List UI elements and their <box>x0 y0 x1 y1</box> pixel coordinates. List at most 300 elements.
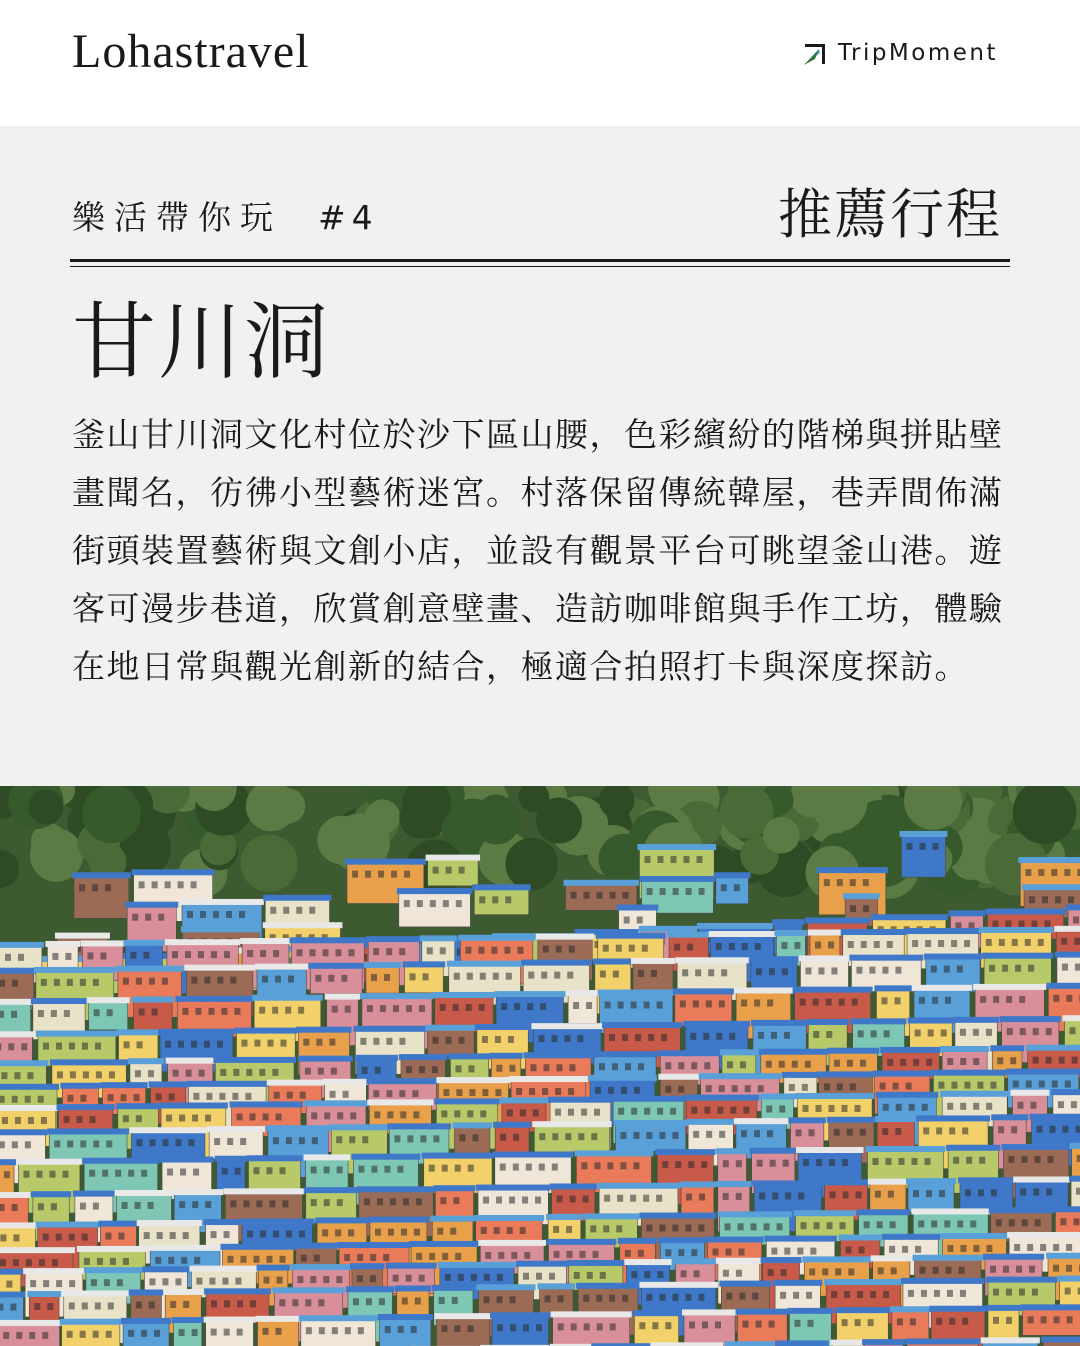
roof <box>716 1148 749 1154</box>
window <box>404 871 410 878</box>
window <box>1042 896 1048 903</box>
window <box>541 972 547 979</box>
window <box>923 1127 929 1134</box>
roof <box>639 1282 718 1288</box>
window <box>1028 1316 1034 1323</box>
roof <box>360 993 434 999</box>
window <box>445 1037 451 1044</box>
window <box>708 969 714 976</box>
roof <box>531 1023 603 1029</box>
roof <box>323 1079 369 1085</box>
tree <box>505 838 558 891</box>
window <box>227 1256 233 1263</box>
roof <box>632 1310 680 1316</box>
window <box>134 1094 140 1101</box>
window <box>318 1299 324 1306</box>
window <box>234 1008 240 1015</box>
window <box>808 1129 814 1136</box>
window <box>673 888 679 895</box>
roof <box>583 1213 639 1219</box>
window <box>162 978 168 985</box>
window <box>610 1323 616 1330</box>
window <box>192 1329 198 1336</box>
roof <box>857 1209 910 1215</box>
village-illustration <box>0 786 1080 1346</box>
roof <box>434 1098 499 1104</box>
window <box>643 1195 649 1202</box>
window <box>226 911 232 918</box>
window <box>459 1134 465 1141</box>
window <box>128 1170 134 1177</box>
window <box>603 945 609 952</box>
roof <box>697 923 773 929</box>
window <box>723 1193 729 1200</box>
window <box>388 1229 394 1236</box>
window <box>165 881 171 888</box>
window <box>149 978 155 985</box>
window <box>358 1166 364 1173</box>
window <box>607 1162 613 1169</box>
roof <box>1055 952 1080 958</box>
roof <box>0 1159 16 1165</box>
roof <box>989 1207 1054 1213</box>
window <box>698 1294 704 1301</box>
window <box>922 1104 928 1111</box>
window <box>67 1140 73 1147</box>
series-number: #4 <box>318 198 379 237</box>
window <box>52 953 58 960</box>
window <box>513 1134 519 1141</box>
window <box>726 1293 732 1300</box>
window <box>211 951 217 958</box>
window <box>719 1000 725 1007</box>
roof <box>458 935 534 941</box>
window <box>864 1221 870 1228</box>
window <box>558 1295 564 1302</box>
window <box>558 1323 564 1330</box>
roof <box>683 1021 750 1027</box>
window <box>631 1108 637 1115</box>
window <box>856 967 862 974</box>
window <box>686 1194 692 1201</box>
roof <box>564 880 639 886</box>
roof <box>432 1285 475 1291</box>
roof <box>252 995 323 1001</box>
window <box>508 1036 514 1043</box>
roof <box>234 1028 297 1034</box>
window <box>414 1229 420 1236</box>
window <box>691 1107 697 1114</box>
window <box>803 1159 809 1166</box>
window <box>56 1280 62 1287</box>
window <box>13 1259 19 1266</box>
roof <box>186 1081 268 1087</box>
window <box>97 1258 103 1265</box>
window <box>496 1065 502 1072</box>
window <box>495 1089 501 1096</box>
window <box>678 1086 684 1093</box>
roof <box>1007 1232 1080 1238</box>
window <box>95 1302 101 1309</box>
roof <box>929 1306 987 1312</box>
window <box>459 867 465 874</box>
window <box>1006 1289 1012 1296</box>
window <box>553 1226 559 1233</box>
window <box>412 1090 418 1097</box>
roof <box>204 1317 256 1323</box>
window <box>180 1169 186 1176</box>
roof <box>940 1233 1008 1239</box>
window <box>826 999 832 1006</box>
roof <box>476 1185 550 1191</box>
roof <box>523 1052 593 1058</box>
roof <box>73 1191 115 1197</box>
window <box>272 1069 278 1076</box>
roof <box>247 1155 303 1161</box>
window <box>394 1135 400 1142</box>
window <box>1022 1219 1028 1226</box>
roof <box>204 1288 271 1294</box>
window <box>54 979 60 986</box>
roof <box>0 1192 30 1198</box>
roof <box>60 1083 100 1089</box>
window <box>0 1304 3 1311</box>
roof <box>149 1081 188 1087</box>
window <box>178 881 184 888</box>
window <box>639 1322 645 1329</box>
window <box>443 1089 449 1096</box>
window <box>685 1294 691 1301</box>
roof <box>882 1234 940 1240</box>
window <box>1074 938 1080 945</box>
window <box>106 1331 112 1338</box>
window <box>694 1270 700 1277</box>
roof <box>750 1148 797 1154</box>
window <box>80 1095 86 1102</box>
window <box>1054 1316 1060 1323</box>
window <box>759 1192 765 1199</box>
window <box>167 1169 173 1176</box>
window <box>824 1083 830 1090</box>
window <box>815 1105 821 1112</box>
window <box>29 1332 35 1339</box>
window <box>960 1245 966 1252</box>
window <box>816 1159 822 1166</box>
window <box>243 1200 249 1207</box>
window <box>699 888 705 895</box>
window <box>484 1274 490 1281</box>
window <box>638 1063 644 1070</box>
roof <box>263 895 331 901</box>
roof <box>509 1076 588 1082</box>
window <box>217 1041 223 1048</box>
window <box>296 907 302 914</box>
window <box>869 967 875 974</box>
roof <box>958 1177 1015 1183</box>
roof <box>430 1216 475 1222</box>
window <box>179 1329 185 1336</box>
window <box>181 1257 187 1264</box>
tree <box>28 789 63 824</box>
window <box>1063 1126 1069 1133</box>
window <box>366 1298 372 1305</box>
window <box>542 1088 548 1095</box>
roof <box>734 1118 788 1124</box>
window <box>179 1201 185 1208</box>
roof <box>158 1029 235 1035</box>
window <box>1041 1316 1047 1323</box>
window <box>287 1092 293 1099</box>
window <box>818 967 824 974</box>
window <box>556 946 562 953</box>
window <box>732 1085 738 1092</box>
window <box>620 1132 626 1139</box>
window <box>220 1069 226 1076</box>
window <box>665 1086 671 1093</box>
window <box>1046 1057 1052 1064</box>
window <box>846 1246 852 1253</box>
roof <box>802 1256 871 1262</box>
window <box>678 1249 684 1256</box>
window <box>420 1135 426 1142</box>
window <box>1014 1244 1020 1251</box>
window <box>584 892 590 899</box>
window <box>250 1300 256 1307</box>
window <box>593 1251 599 1258</box>
window <box>889 1246 895 1253</box>
window <box>535 1197 541 1204</box>
window <box>1037 1126 1043 1133</box>
window <box>644 1108 650 1115</box>
window <box>590 1225 596 1232</box>
window <box>12 980 18 987</box>
roof <box>567 1260 625 1266</box>
window <box>343 1091 349 1098</box>
window <box>696 856 702 863</box>
roof <box>532 1121 611 1127</box>
window <box>484 1296 490 1303</box>
roof <box>72 872 131 878</box>
window <box>616 1225 622 1232</box>
window <box>137 1041 143 1048</box>
window <box>0 1234 6 1241</box>
window <box>848 941 854 948</box>
window <box>1028 965 1034 972</box>
window <box>250 1113 256 1120</box>
roof <box>345 859 426 865</box>
window <box>1019 996 1025 1003</box>
window <box>165 1041 171 1048</box>
window <box>104 1279 110 1286</box>
window <box>895 967 901 974</box>
window <box>480 1110 486 1117</box>
window <box>743 1321 749 1328</box>
window <box>56 1234 62 1241</box>
window <box>49 1171 55 1178</box>
window <box>877 1221 883 1228</box>
window <box>429 1165 435 1172</box>
window <box>1 1072 7 1079</box>
roof <box>1046 983 1080 989</box>
window <box>729 943 735 950</box>
roof <box>23 1268 85 1274</box>
roof <box>871 1255 912 1261</box>
roof <box>827 1048 879 1054</box>
window <box>970 1220 976 1227</box>
window <box>741 1130 747 1137</box>
window <box>947 1245 953 1252</box>
window <box>312 1137 318 1144</box>
window <box>254 1040 260 1047</box>
window <box>921 1290 927 1297</box>
window <box>1009 1219 1015 1226</box>
window <box>528 972 534 979</box>
window <box>777 1223 783 1230</box>
window <box>329 1039 335 1046</box>
window <box>875 1191 881 1198</box>
window <box>907 843 913 850</box>
roof <box>908 1017 954 1023</box>
roof <box>782 1072 819 1078</box>
roof <box>266 1125 330 1131</box>
window <box>571 892 577 899</box>
roof <box>438 1262 516 1268</box>
window <box>69 1043 75 1050</box>
roof <box>409 1241 479 1247</box>
window <box>1034 1156 1040 1163</box>
window <box>192 1115 198 1122</box>
roof <box>240 938 291 944</box>
roof <box>489 1053 522 1059</box>
window <box>337 1199 343 1206</box>
window <box>30 1280 36 1287</box>
window <box>841 1105 847 1112</box>
window <box>107 1009 113 1016</box>
window <box>850 879 856 886</box>
window <box>852 999 858 1006</box>
article-description: 釜山甘川洞文化村位於沙下區山腰，色彩繽紛的階梯與拼貼壁畫聞名，彷彿小型藝術迷宮。村落保留傳統韓屋，巷弄間佈滿街頭裝置藝術與文創小店，並設有觀景平台可眺望釜山港。遊客可漫步巷道，欣賞創意壁畫、造訪咖啡館與手作工坊，體驗在地日常與觀光創新的結合，極適合拍照打卡與深度探訪。 <box>72 415 1004 686</box>
window <box>386 948 392 955</box>
window <box>269 1200 275 1207</box>
roof <box>351 1154 420 1160</box>
window <box>148 1070 154 1077</box>
window <box>828 942 834 949</box>
window <box>856 1191 862 1198</box>
window <box>580 1251 586 1258</box>
window <box>1053 1244 1059 1251</box>
window <box>957 966 963 973</box>
window <box>235 1168 241 1175</box>
window <box>990 1266 996 1273</box>
brand-name: Lohastravel <box>72 25 310 78</box>
window <box>373 948 379 955</box>
roof <box>123 940 164 946</box>
window <box>1008 1156 1014 1163</box>
window <box>551 1035 557 1042</box>
window <box>1038 939 1044 946</box>
roof <box>940 1091 1009 1097</box>
roof <box>452 1122 491 1128</box>
window <box>1006 996 1012 1003</box>
window <box>93 979 99 986</box>
window <box>554 1251 560 1258</box>
window <box>586 1002 592 1009</box>
roof <box>220 1244 295 1250</box>
series-text: 樂活帶你玩 <box>72 198 282 237</box>
window <box>568 1109 574 1116</box>
window <box>854 1105 860 1112</box>
window <box>616 945 622 952</box>
window <box>752 1293 758 1300</box>
window <box>730 1107 736 1114</box>
window <box>567 972 573 979</box>
roof <box>0 1060 48 1066</box>
tripmoment-logo[interactable] <box>802 38 998 68</box>
window <box>213 911 219 918</box>
window <box>951 940 957 947</box>
window <box>951 1082 957 1089</box>
window <box>751 1223 757 1230</box>
roof <box>175 996 253 1002</box>
window <box>834 1129 840 1136</box>
window <box>141 1330 147 1337</box>
window <box>465 947 471 954</box>
window <box>568 1088 574 1095</box>
window <box>887 1059 893 1066</box>
window <box>386 1038 392 1045</box>
roof <box>1053 1206 1080 1212</box>
window <box>1035 1219 1041 1226</box>
window <box>155 1257 161 1264</box>
window <box>741 999 747 1006</box>
window <box>552 1133 558 1140</box>
window <box>336 1136 342 1143</box>
roof <box>548 1097 613 1103</box>
window <box>570 1195 576 1202</box>
window <box>504 947 510 954</box>
window <box>1018 920 1024 927</box>
window <box>362 1136 368 1143</box>
roof <box>986 1277 1057 1283</box>
window <box>471 1274 477 1281</box>
window <box>785 1192 791 1199</box>
window <box>453 1004 459 1011</box>
roof <box>673 988 734 994</box>
window <box>617 1195 623 1202</box>
roof <box>639 926 698 932</box>
window <box>341 975 347 982</box>
tree <box>763 817 800 854</box>
window <box>986 1029 992 1036</box>
window <box>468 1065 474 1072</box>
roof <box>1069 1176 1080 1182</box>
window <box>734 884 740 891</box>
window <box>634 1087 640 1094</box>
window <box>4 1171 10 1178</box>
window <box>260 950 266 957</box>
window <box>62 1171 68 1178</box>
window <box>419 1275 425 1282</box>
roof <box>931 1070 1006 1076</box>
window <box>813 999 819 1006</box>
window <box>600 1272 606 1279</box>
window <box>977 1082 983 1089</box>
roof <box>315 1217 369 1223</box>
window <box>1060 1218 1066 1225</box>
window <box>136 978 142 985</box>
house <box>399 892 471 927</box>
window <box>672 1294 678 1301</box>
